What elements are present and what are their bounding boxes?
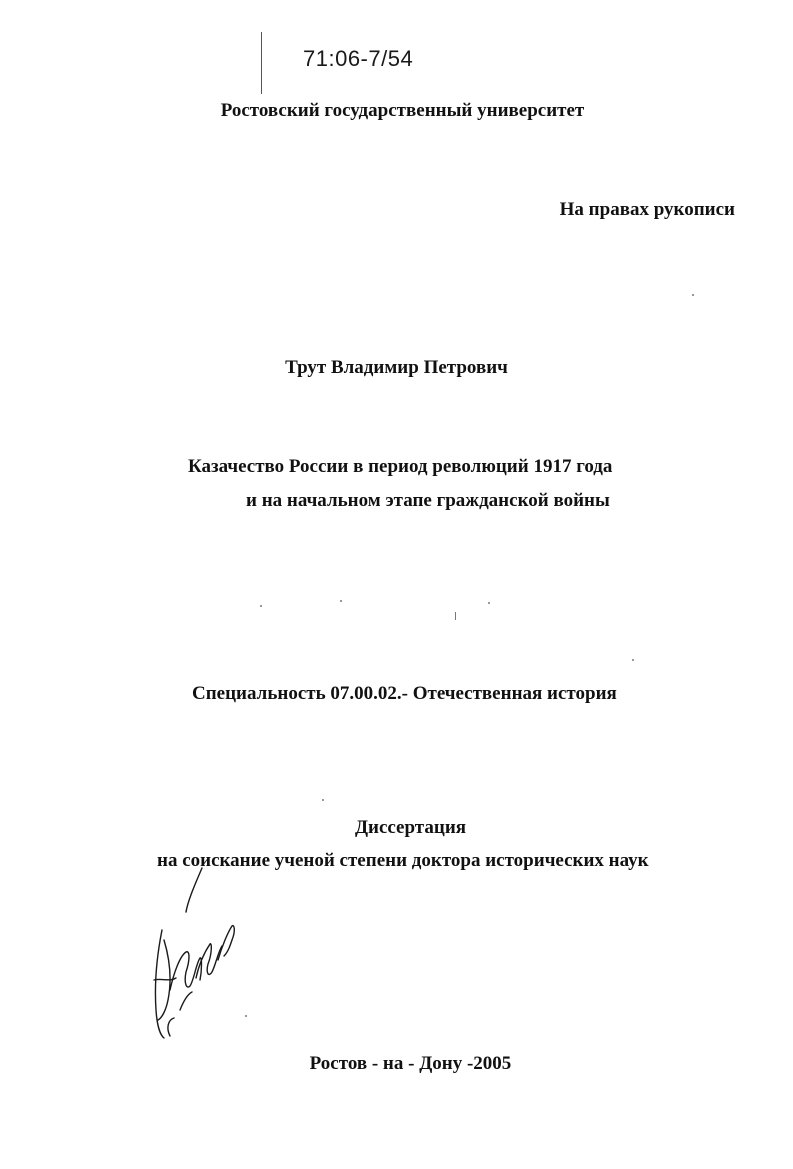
university-name: Ростовский государственный университет (220, 100, 585, 121)
title-line-2: и на начальном этапе гражданской войны (246, 490, 610, 511)
scan-speck (692, 294, 694, 296)
author-name: Трут Владимир Петрович (285, 357, 508, 378)
scan-speck (260, 605, 262, 607)
scan-speck (245, 1015, 247, 1017)
handwritten-signature-icon (140, 860, 250, 1050)
work-type: Диссертация (354, 817, 467, 838)
degree-line: на соискание ученой степени доктора исторических наук (157, 850, 649, 871)
title-line-1: Казачество России в период революций 1917 года (188, 456, 613, 477)
catalog-number: 71:06-7/54 (303, 46, 414, 71)
scan-speck (340, 600, 342, 602)
scan-speck (632, 659, 634, 661)
scan-speck (322, 799, 324, 801)
scan-speck (488, 602, 490, 604)
city-year: Ростов - на - Дону -2005 (309, 1053, 512, 1074)
specialty-line: Специальность 07.00.02.- Отечественная история (192, 683, 617, 704)
scan-speck (455, 612, 456, 620)
manuscript-rights-label: На правах рукописи (559, 199, 735, 220)
margin-line (261, 32, 262, 94)
